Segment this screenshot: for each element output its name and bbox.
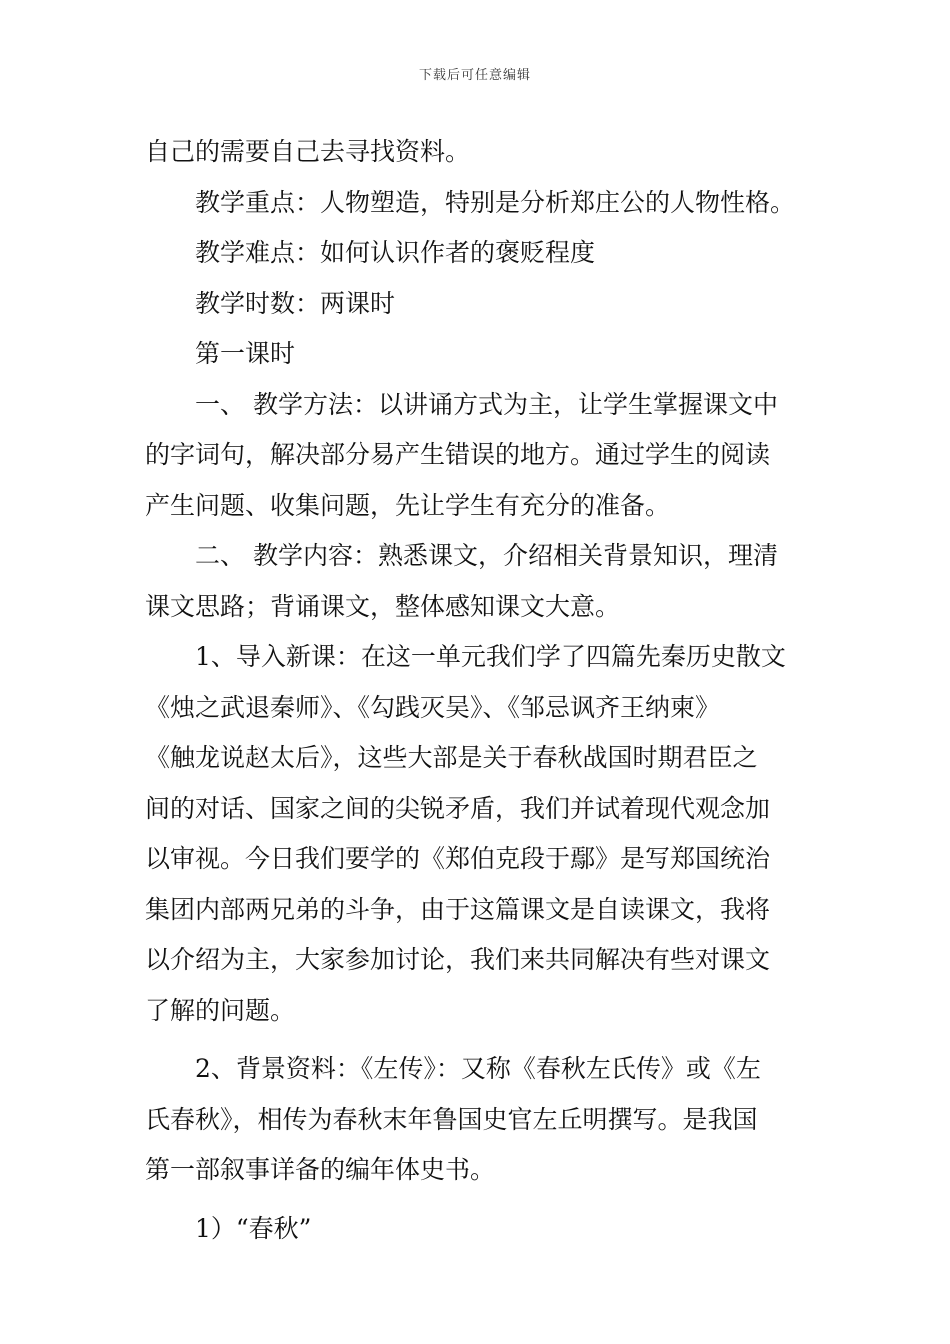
text-line: 二、 教学内容：熟悉课文，介绍相关背景知识，理清 [195,541,778,570]
text-line: 教学重点：人物塑造，特别是分析郑庄公的人物性格。 [195,187,796,217]
text-line: 间的对话、国家之间的尖锐矛盾，我们并试着现代观念加 [145,793,771,823]
text-line: 课文思路；背诵课文，整体感知课文大意。 [145,591,621,621]
text-line: 《触龙说赵太后》，这些大部是关于春秋战国时期君臣之 [145,743,758,772]
text-line: 了解的问题。 [145,995,296,1025]
text-line: 第一部叙事详备的编年体史书。 [145,1155,496,1184]
text-line: 《烛之武退秦师》、《勾践灭吴》、《邹忌讽齐王纳柬》 [145,692,721,722]
text-line: 教学时数：两课时 [195,288,396,318]
text-line: 第一课时 [195,339,296,368]
text-line: 自己的需要自己去寻找资料。 [145,137,471,166]
text-line: 产生问题、收集问题，先让学生有充分的准备。 [145,490,671,520]
text-line: 教学难点：如何认识作者的褒贬程度 [195,238,596,267]
text-line: 以介绍为主，大家参加讨论，我们来共同解决有些对课文 [145,945,771,974]
text-line: 1、导入新课：在这一单元我们学了四篇先秦历史散文 [195,642,786,671]
text-line: 一、 教学方法：以讲诵方式为主，让学生掌握课文中 [195,389,778,419]
text-line: 氏春秋》，相传为春秋末年鲁国史官左丘明撰写。是我国 [145,1104,758,1134]
document-body [145,127,805,1254]
text-line: 1）“春秋” [195,1213,312,1243]
text-line: 2、背景资料：《左传》：又称《春秋左氏传》或《左 [195,1054,761,1083]
text-line: 集团内部两兄弟的斗争，由于这篇课文是自读课文，我将 [145,894,771,924]
text-line: 以审视。今日我们要学的《郑伯克段于鄢》是写郑国统治 [145,844,771,873]
text-line: 的字词句，解决部分易产生错误的地方。通过学生的阅读 [145,440,771,469]
page-header-note: 下载后可任意编辑 [418,68,531,83]
